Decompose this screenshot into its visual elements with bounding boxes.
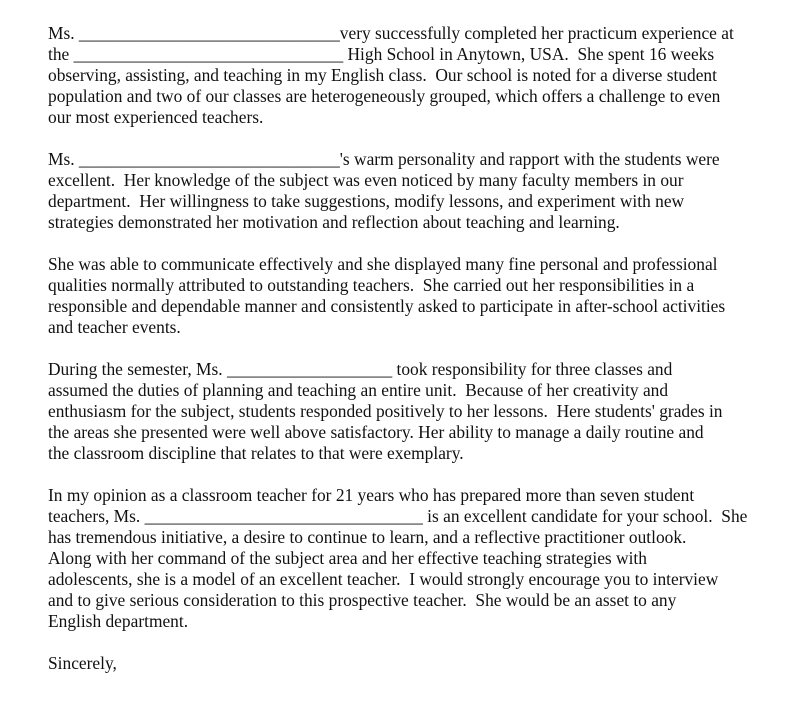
letter-line: the _______________________________ High School in Anytown, USA. She spent 16 weeks bbox=[48, 44, 715, 64]
letter-line: Ms. ______________________________'s warm personality and rapport with the students were bbox=[48, 149, 720, 169]
letter-line: has tremendous initiative, a desire to continue to learn, and a reflective practitioner outlook. bbox=[48, 527, 687, 547]
paragraph-practicum bbox=[48, 23, 778, 128]
letter-line: Ms. ______________________________very successfully completed her practicum experience at bbox=[48, 23, 734, 43]
letter-line: excellent. Her knowledge of the subject was even noticed by many faculty members in our bbox=[48, 170, 684, 190]
letter-line: our most experienced teachers. bbox=[48, 107, 264, 127]
paragraph-semester bbox=[48, 359, 778, 464]
letter-line: During the semester, Ms. ___________________ took responsibility for three classes and bbox=[48, 359, 673, 379]
letter-line: the areas she presented were well above satisfactory. Her ability to manage a daily routine and bbox=[48, 422, 704, 442]
letter-line: assumed the duties of planning and teaching an entire unit. Because of her creativity and bbox=[48, 380, 669, 400]
letter-line: adolescents, she is a model of an excellent teacher. I would strongly encourage you to interview bbox=[48, 569, 719, 589]
letter-line: teachers, Ms. ________________________________ is an excellent candidate for your school. She bbox=[48, 506, 748, 526]
paragraph-communication bbox=[48, 254, 778, 338]
letter-line: observing, assisting, and teaching in my English class. Our school is noted for a diverse student bbox=[48, 65, 717, 85]
paragraph-personality bbox=[48, 149, 778, 233]
letter-line: and to give serious consideration to this prospective teacher. She would be an asset to any bbox=[48, 590, 677, 610]
letter-line: Along with her command of the subject area and her effective teaching strategies with bbox=[48, 548, 647, 568]
letter-line: responsible and dependable manner and consistently asked to participate in after-school activities bbox=[48, 296, 726, 316]
paragraph-opinion bbox=[48, 485, 778, 632]
letter-body bbox=[48, 23, 778, 674]
letter-line: department. Her willingness to take suggestions, modify lessons, and experiment with new bbox=[48, 191, 685, 211]
closing-text: Sincerely, bbox=[48, 653, 117, 673]
letter-line: English department. bbox=[48, 611, 189, 631]
letter-line: In my opinion as a classroom teacher for 21 years who has prepared more than seven student bbox=[48, 485, 695, 505]
letter-line: the classroom discipline that relates to that were exemplary. bbox=[48, 443, 464, 463]
closing bbox=[48, 653, 778, 674]
letter-line: She was able to communicate effectively and she displayed many fine personal and professional bbox=[48, 254, 718, 274]
letter-line: qualities normally attributed to outstanding teachers. She carried out her responsibilities in a bbox=[48, 275, 695, 295]
letter-line: and teacher events. bbox=[48, 317, 181, 337]
letter-line: strategies demonstrated her motivation and reflection about teaching and learning. bbox=[48, 212, 620, 232]
letter-line: enthusiasm for the subject, students responded positively to her lessons. Here students' grades in bbox=[48, 401, 723, 421]
letter-line: population and two of our classes are heterogeneously grouped, which offers a challenge to even bbox=[48, 86, 721, 106]
